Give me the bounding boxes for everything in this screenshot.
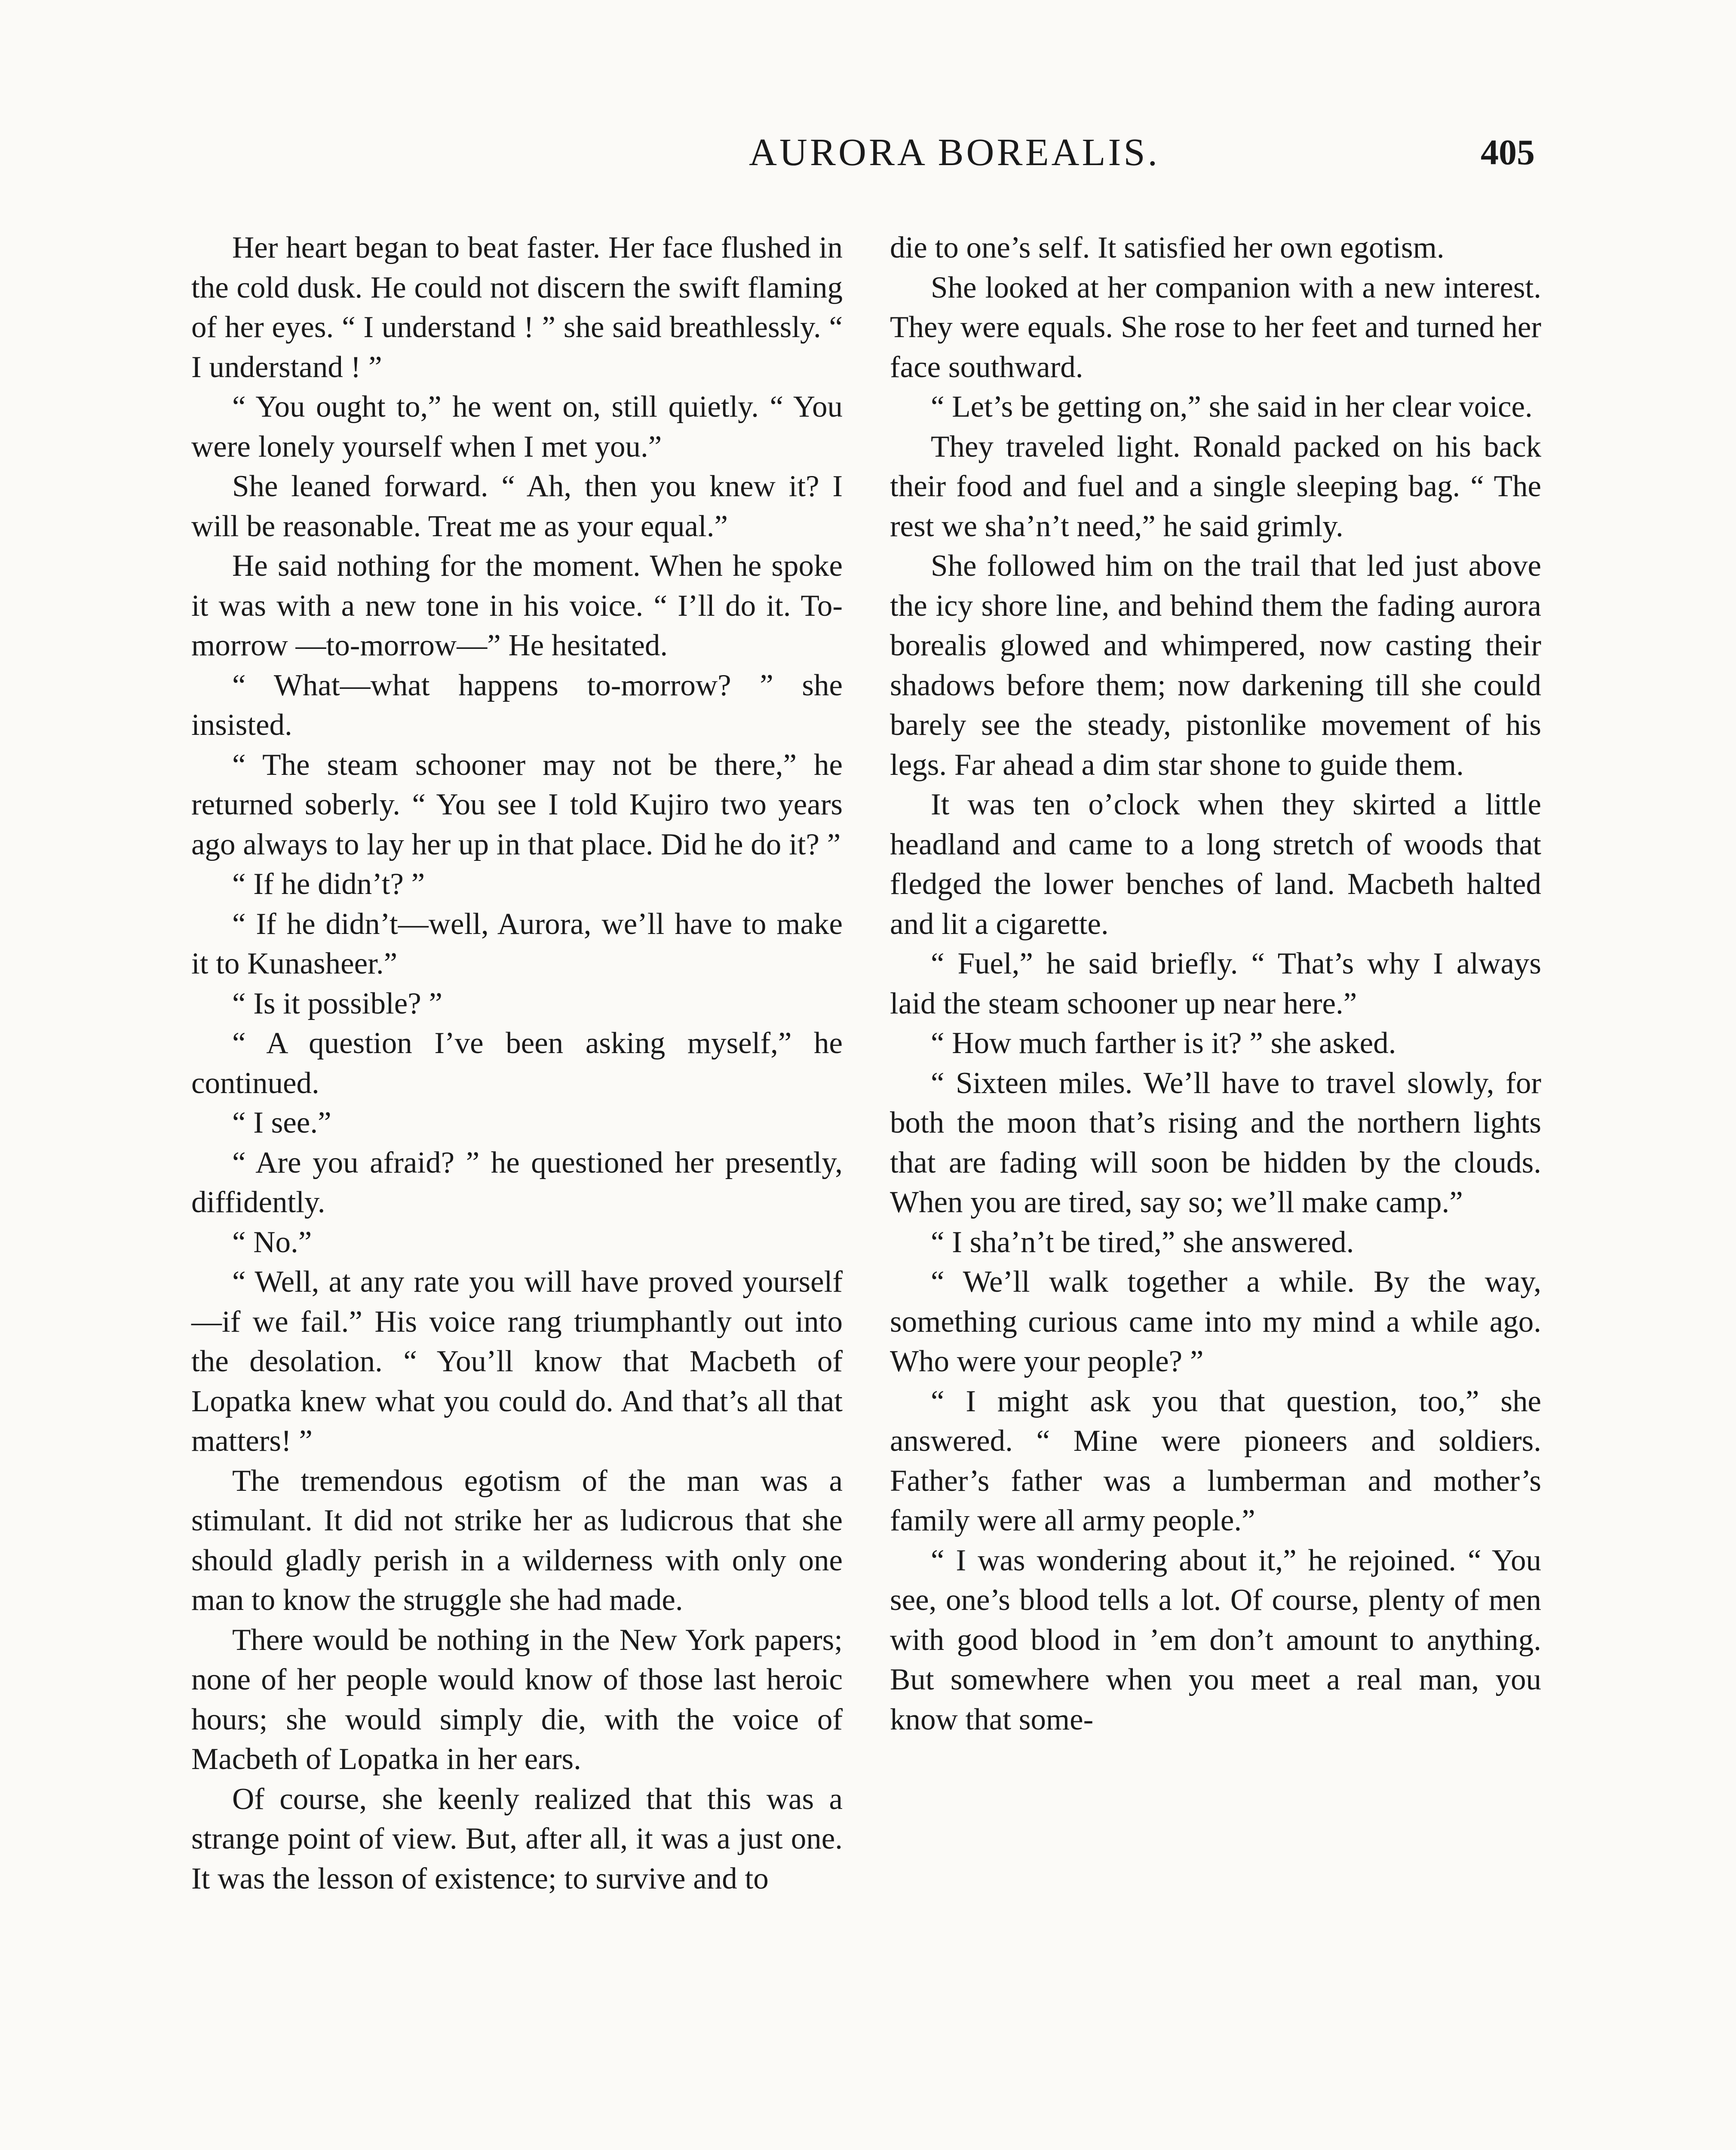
paragraph: “ Well, at any rate you will have proved yourself—if we fail.” His voice rang triumphantly out into the desolation. “ You’ll know that Macbeth of Lopatka knew what you could do. And that’s all that matters! ” [191,1265,843,1458]
paragraph: “ Is it possible? ” [232,986,442,1020]
paragraph: “ If he didn’t—well, Aurora, we’ll have to make it to Kunasheer.” [191,907,843,980]
left-text-column [191,228,843,1898]
paragraph: “ Are you afraid? ” he questioned her presently, diffidently. [191,1146,843,1219]
paragraph: “ How much farther is it? ” she asked. [931,1026,1396,1060]
paragraph: She looked at her companion with a new interest. They were equals. She rose to her feet and turned her face southward. [890,270,1541,384]
paragraph: “ I might ask you that question, too,” she answered. “ Mine were pioneers and soldiers. Father’s father was a lumberman and mother’s family were all army people.” [890,1384,1541,1537]
paragraph: “ Sixteen miles. We’ll have to travel slowly, for both the moon that’s rising and the northern lights that are fading will soon be hidden by the clouds. When you are tired, say so; we’ll make camp.” [890,1066,1541,1219]
paragraph: “ We’ll walk together a while. By the way, something curious came into my mind a while ago. Who were your people? ” [890,1265,1541,1378]
paragraph: It was ten o’clock when they skirted a little headland and came to a long stretch of woods that fledged the lower benches of land. Macbeth halted and lit a cigarette. [890,788,1541,941]
running-title: AURORA BOREALIS. [748,131,1160,174]
paragraph: “ You ought to,” he went on, still quietly. “ You were lonely yourself when I met you.” [191,390,843,464]
paragraph: “ I see.” [232,1106,331,1140]
page-header [189,129,1535,176]
paragraph: “ No.” [232,1225,312,1259]
paragraph-continuation: die to one’s self. It satisfied her own egotism. [890,231,1445,264]
paragraph: There would be nothing in the New York papers; none of her people would know of those last heroic hours; she would simply die, with the voice of Macbeth of Lopatka in her ears. [191,1623,843,1776]
paragraph: Her heart began to beat faster. Her face flushed in the cold dusk. He could not discern the swift flaming of her eyes. “ I understand ! ” she said breathlessly. “ I understand ! ” [191,231,843,384]
paragraph: They traveled light. Ronald packed on his back their food and fuel and a single sleeping bag. “ The rest we sha’n’t need,” he said grimly. [890,430,1541,543]
page-number: 405 [1481,132,1535,172]
paragraph: “ What—what happens to-morrow? ” she insisted. [191,668,843,742]
paragraph: Of course, she keenly realized that this was a strange point of view. But, after all, it was a just one. It was the lesson of existence; to survive and to [191,1782,843,1895]
paragraph: “ If he didn’t? ” [232,867,425,901]
paragraph: She leaned forward. “ Ah, then you knew it? I will be reasonable. Treat me as your equal.” [191,470,843,543]
paragraph: “ The steam schooner may not be there,” he returned soberly. “ You see I told Kujiro two years ago always to lay her up in that place. Did he do it? ” [191,748,843,861]
paragraph: The tremendous egotism of the man was a stimulant. It did not strike her as ludicrous that she should gladly perish in a wilderness with only one man to know the struggle she had made. [191,1464,843,1617]
paragraph: “ I was wondering about it,” he rejoined. “ You see, one’s blood tells a lot. Of course, plenty of men with good blood in ’em don’t amount to anything. But somewhere when you meet a real man, you know that some- [890,1543,1541,1736]
paragraph: “ A question I’ve been asking myself,” he continued. [191,1026,843,1100]
paragraph: “ Fuel,” he said briefly. “ That’s why I always laid the steam schooner up near here.” [890,947,1541,1020]
paragraph: She followed him on the trail that led just above the icy shore line, and behind them the fading aurora borealis glowed and whimpered, now casting their shadows before them; now darkening till she could barely see the steady, pistonlike movement of his legs. Far ahead a dim star shone to guide them. [890,549,1541,782]
paragraph: “ I sha’n’t be tired,” she answered. [931,1225,1354,1259]
right-text-column [890,228,1541,1739]
paragraph: “ Let’s be getting on,” she said in her clear voice. [931,390,1533,424]
paragraph: He said nothing for the moment. When he spoke it was with a new tone in his voice. “ I’ll do it. To-morrow —to-morrow—” He hesitated. [191,549,843,662]
